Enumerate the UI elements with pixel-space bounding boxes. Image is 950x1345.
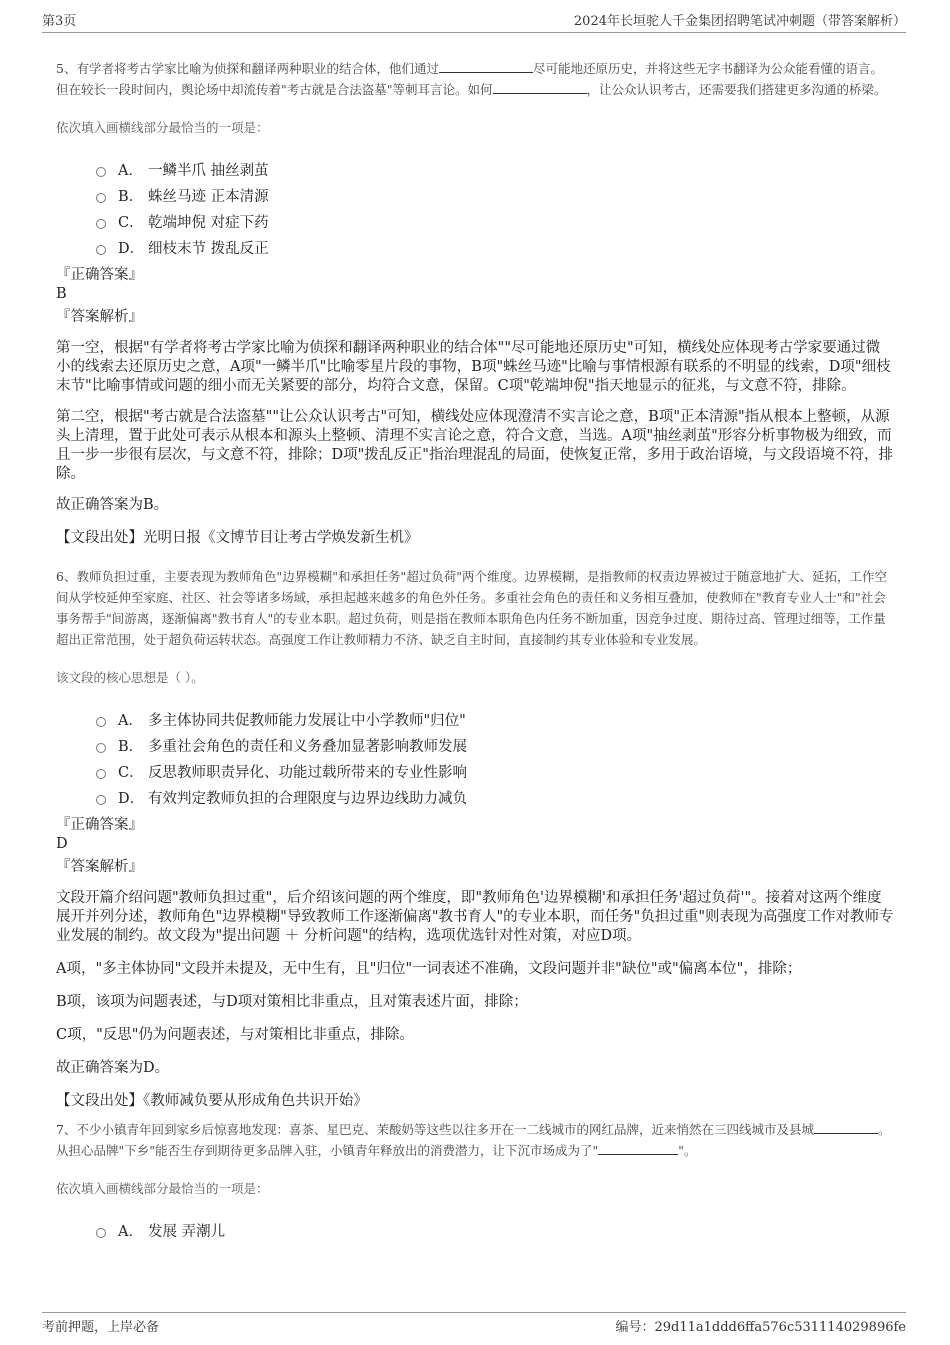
- option-letter: C．: [118, 214, 144, 231]
- question-6-stem: 6、教师负担过重，主要表现为教师角色"边界模糊"和承担任务"超过负荷"两个维度。边界模糊，是指教师的权责边界被过于随意地扩大、延拓，工作空间从学校延伸至家庭、社区、社会等诸多场域，承担起越来越多的角色外任务。多重社会角色的责任和义务相互叠加，使教师在"教育专业人士"和"社会事务帮手"间游离，逐渐偏离"教书育人"的专业本职。超过负荷，则是指在教师本职角色内任务不断加重，因竞争过度、期待过高、管理过细等，工作量超出正常范围，处于超负荷运转状态。高强度工作让教师精力不济、缺乏自主时间，直接制约其专业体验和专业发展。: [56, 569, 887, 647]
- page-footer: [42, 1312, 906, 1337]
- analysis-paragraph: A项，"多主体协同"文段并未提及，无中生有，且"归位"一词表述不准确，文段问题并非"缺位"或"偏离本位"，排除；: [56, 961, 802, 977]
- radio-icon[interactable]: [96, 167, 106, 177]
- stem-part: "。: [678, 1143, 697, 1158]
- option-letter: A．: [118, 162, 143, 179]
- option-b[interactable]: [96, 182, 894, 208]
- fill-blank: [439, 60, 533, 73]
- fill-blank: [493, 81, 587, 94]
- question-7-instruction: 依次填入画横线部分最恰当的一项是：: [56, 1181, 269, 1196]
- analysis-label: 『答案解析』: [56, 309, 143, 325]
- question-6-instruction: 该文段的核心思想是（ ）。: [56, 670, 204, 685]
- question-5-instruction: 依次填入画横线部分最恰当的一项是：: [56, 120, 269, 135]
- radio-icon[interactable]: [96, 219, 106, 229]
- page-number: 第3页: [42, 14, 77, 29]
- option-letter: C．: [118, 764, 144, 781]
- analysis-conclusion: 故正确答案为D。: [56, 1060, 170, 1076]
- analysis-paragraph: 第一空，根据"有学者将考古学家比喻为侦探和翻译两种职业的结合体""尽可能地还原历史"可知，横线处应体现考古学家要通过微小的线索去还原历史之意，A项"一鳞半爪"比喻零星片段的事物，B项"蛛丝马迹"比喻与事情根源有联系的不明显的线索，D项"细枝末节"比喻事情或问题的细小而无关紧要的部分，均符合文意，保留。C项"乾端坤倪"指天地显示的征兆，与文意不符，排除。: [56, 340, 891, 394]
- fill-blank: [814, 1121, 878, 1134]
- option-b[interactable]: [96, 732, 894, 758]
- option-d[interactable]: [96, 234, 894, 260]
- option-text: 反思教师职责异化、功能过载所带来的专业性影响: [148, 764, 467, 781]
- option-c[interactable]: [96, 758, 894, 784]
- fill-blank: [598, 1142, 678, 1155]
- radio-icon[interactable]: [96, 743, 106, 753]
- footer-slogan: 考前押题，上岸必备: [42, 1319, 160, 1335]
- analysis-paragraph: B项，该项为问题表述，与D项对策相比非重点，且对策表述片面，排除；: [56, 994, 528, 1010]
- stem-part: 。从担心品牌"下乡"能否生存到期待更多品牌入驻，小镇青年释放出的消费潜力，让下沉市场成为了": [56, 1122, 891, 1158]
- source-citation: 【文段出处】《教师减负要从形成角色共识开始》: [56, 1093, 368, 1109]
- option-text: 一鳞半爪 抽丝剥茧: [148, 162, 269, 179]
- stem-part: 尽可能地还原历史，并将这些无字书翻译为公众能看懂的语言。但在较长一段时间内，舆论场中却流传着"考古就是合法盗墓"等刺耳言论。如何: [56, 61, 883, 97]
- document-title: 2024年长垣驼人千金集团招聘笔试冲刺题（带答案解析）: [573, 14, 906, 29]
- analysis-conclusion: 故正确答案为B。: [56, 497, 169, 513]
- radio-icon[interactable]: [96, 795, 106, 805]
- option-text: 乾端坤倪 对症下药: [148, 214, 269, 231]
- document-id: 编号：29d11a1ddd6ffa576c531114029896fe: [615, 1319, 906, 1335]
- analysis-paragraph: 第二空，根据"考古就是合法盗墓""让公众认识考古"可知，横线处应体现澄清不实言论之意，B项"正本清源"指从根本上整顿，从源头上清理，置于此处可表示从根本和源头上整顿、清理不实言论之意，符合文意，当选。A项"抽丝剥茧"形容分析事物极为细致，而且一步一步很有层次，与文意不符，排除；D项"拨乱反正"指治理混乱的局面，使恢复正常，多用于政治语境，与文段语境不符，排除。: [56, 409, 893, 482]
- question-7-stem: [56, 1119, 894, 1161]
- analysis-paragraph: 文段开篇介绍问题"教师负担过重"，后介绍该问题的两个维度，即"教师角色'边界模糊'和承担任务'超过负荷'"。接着对这两个维度展开并列分述，教师角色"边界模糊"导致教师工作逐渐偏离"教书育人"的专业本职，而任务"负担过重"则表现为高强度工作对教师专业发展的制约。故文段为"提出问题 ＋ 分析问题"的结构，选项优选针对性对策，对应D项。: [56, 890, 894, 944]
- answer-value: D: [56, 836, 68, 852]
- radio-icon[interactable]: [96, 245, 106, 255]
- question-5-options: [96, 156, 894, 260]
- answer-label: 『正确答案』: [56, 817, 143, 833]
- answer-label: 『正确答案』: [56, 267, 143, 283]
- option-text: 多重社会角色的责任和义务叠加显著影响教师发展: [148, 738, 467, 755]
- option-text: 细枝末节 拨乱反正: [148, 240, 269, 257]
- option-a[interactable]: [96, 1217, 894, 1243]
- source-citation: 【文段出处】光明日报《文博节目让考古学焕发新生机》: [56, 530, 419, 546]
- stem-part: 7、不少小镇青年回到家乡后惊喜地发现：喜茶、星巴克、茉酸奶等这些以往多开在一二线城市的网红品牌，近来悄然在三四线城市及县城: [56, 1122, 814, 1137]
- radio-icon[interactable]: [96, 1228, 106, 1238]
- question-7-options: [96, 1217, 894, 1243]
- radio-icon[interactable]: [96, 717, 106, 727]
- analysis-label: 『答案解析』: [56, 859, 143, 875]
- option-d[interactable]: [96, 784, 894, 810]
- option-a[interactable]: [96, 706, 894, 732]
- stem-part: 5、有学者将考古学家比喻为侦探和翻译两种职业的结合体，他们通过: [56, 61, 439, 76]
- option-text: 发展 弄潮儿: [148, 1223, 226, 1240]
- stem-part: ，让公众认识考古，还需要我们搭建更多沟通的桥梁。: [586, 82, 887, 97]
- main-content: [56, 58, 894, 1243]
- option-a[interactable]: [96, 156, 894, 182]
- option-text: 有效判定教师负担的合理限度与边界边线助力减负: [148, 790, 467, 807]
- option-letter: A．: [118, 712, 143, 729]
- analysis-paragraph: C项，"反思"仍为问题表述，与对策相比非重点，排除。: [56, 1027, 414, 1043]
- question-5-stem: [56, 58, 894, 100]
- option-text: 蛛丝马迹 正本清源: [148, 188, 269, 205]
- option-text: 多主体协同共促教师能力发展让中小学教师"归位": [148, 712, 466, 729]
- page-header: [42, 10, 906, 33]
- option-letter: B．: [118, 738, 144, 755]
- option-c[interactable]: [96, 208, 894, 234]
- answer-value: B: [56, 286, 67, 302]
- question-6-options: [96, 706, 894, 810]
- option-letter: D．: [118, 790, 145, 807]
- option-letter: B．: [118, 188, 144, 205]
- radio-icon[interactable]: [96, 193, 106, 203]
- option-letter: A．: [118, 1223, 143, 1240]
- radio-icon[interactable]: [96, 769, 106, 779]
- option-letter: D．: [118, 240, 145, 257]
